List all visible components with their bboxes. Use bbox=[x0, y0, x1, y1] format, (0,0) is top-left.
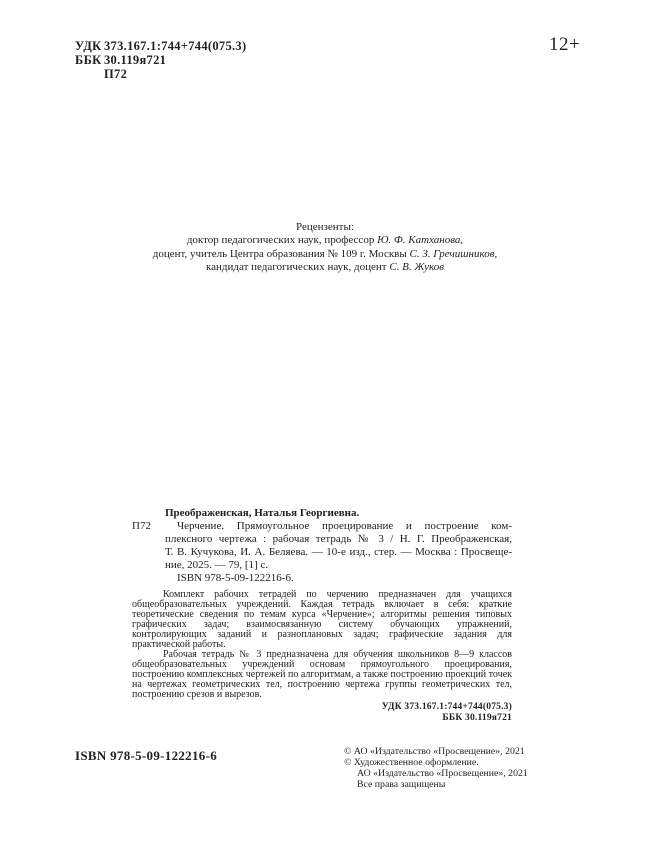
reviewer-line bbox=[0, 248, 650, 261]
catalog-udk-bbk bbox=[132, 702, 512, 724]
reviewer-name: С. З. Гречишников bbox=[409, 247, 495, 260]
bbk-value: 30.119я721 bbox=[104, 52, 167, 67]
reviewer-line bbox=[0, 261, 650, 274]
catalog-description-line: плексного чертежа : рабочая тетрадь № 3 / Н. Г. Преображенская, bbox=[165, 532, 512, 545]
catalog-block bbox=[132, 507, 512, 724]
catalog-bbk-line: ББК 30.119я721 bbox=[442, 713, 512, 724]
top-codes-block bbox=[75, 40, 246, 81]
age-rating-badge: 12+ bbox=[549, 34, 581, 55]
catalog-isbn-line: ISBN 978-5-09-122216-6. bbox=[177, 571, 294, 584]
reviewer-role: доктор педагогических наук, профессор bbox=[186, 234, 378, 247]
catalog-description-line: Т. В. Кучукова, И. А. Беляева. — 10-е изд., стер. — Москва : Просвеще- bbox=[165, 545, 512, 558]
author-sign-top: П72 bbox=[104, 66, 128, 81]
catalog-description-line: ние, 2025. — 79, [1] с. bbox=[165, 558, 269, 571]
footer-isbn: ISBN 978-5-09-122216-6 bbox=[75, 748, 218, 763]
copyright-block bbox=[344, 746, 528, 790]
bbk-row bbox=[75, 54, 246, 68]
reviewer-role: доцент, учитель Центра образования № 109 г. Москвы bbox=[152, 247, 410, 260]
catalog-author-heading: Преображенская, Наталья Георгиевна. bbox=[165, 507, 360, 519]
reviewer-tail: , bbox=[494, 247, 498, 260]
author-sign-spacer bbox=[75, 68, 104, 82]
bbk-label: ББК bbox=[75, 52, 102, 67]
reviewers-heading: Рецензенты: bbox=[296, 221, 354, 233]
reviewer-name: С. В. Жуков bbox=[389, 261, 445, 274]
reviewer-role: кандидат педагогических наук, доцент bbox=[205, 261, 390, 274]
catalog-description-text: Черчение. Прямоугольное проецирование и построение ком- bbox=[177, 519, 512, 532]
udk-value: 373.167.1:744+744(075.3) bbox=[104, 39, 247, 53]
copyright-line: АО «Издательство «Просвещение», 2021 bbox=[357, 768, 528, 779]
reviewers-block bbox=[0, 221, 650, 275]
udk-label: УДК bbox=[75, 39, 102, 53]
author-sign-row bbox=[75, 68, 246, 82]
copyright-line: © Художественное оформление. bbox=[344, 757, 479, 768]
author-sign-margin: П72 bbox=[132, 519, 151, 532]
udk-row bbox=[75, 40, 246, 54]
reviewer-line bbox=[0, 234, 650, 247]
reviewer-tail: , bbox=[460, 234, 464, 247]
catalog-udk-line: УДК 373.167.1:744+744(075.3) bbox=[381, 702, 512, 713]
catalog-description-line bbox=[132, 520, 512, 533]
copyright-line: © АО «Издательство «Просвещение», 2021 bbox=[344, 746, 525, 757]
annotation-paragraph: Рабочая тетрадь № 3 предназначена для обучения школьников 8—9 классов общеобразовательных учреждений основам прямоугольного проецирования, построению комплексных чертежей по алгоритмам, а также построению проекций точек на чертежах геометрических тел, построению чертежа группы геометрических тел, построению срезов и вырезов. bbox=[132, 648, 512, 700]
annotation-paragraph: Комплект рабочих тетрадей по черчению предназначен для учащихся общеобразовательных учреждений. Каждая тетрадь включает в себя: краткие теоретические сведения по темам курса «Черчение»; алгоритмы решения типовых графических задач; взаимосвязанную систему обучающих упражнений, контролирующих заданий и разноплановых задач; графические задания для практической работы. bbox=[132, 589, 512, 650]
copyright-line: Все права защищены bbox=[357, 779, 446, 790]
reviewer-name: Ю. Ф. Катханова bbox=[377, 234, 461, 247]
